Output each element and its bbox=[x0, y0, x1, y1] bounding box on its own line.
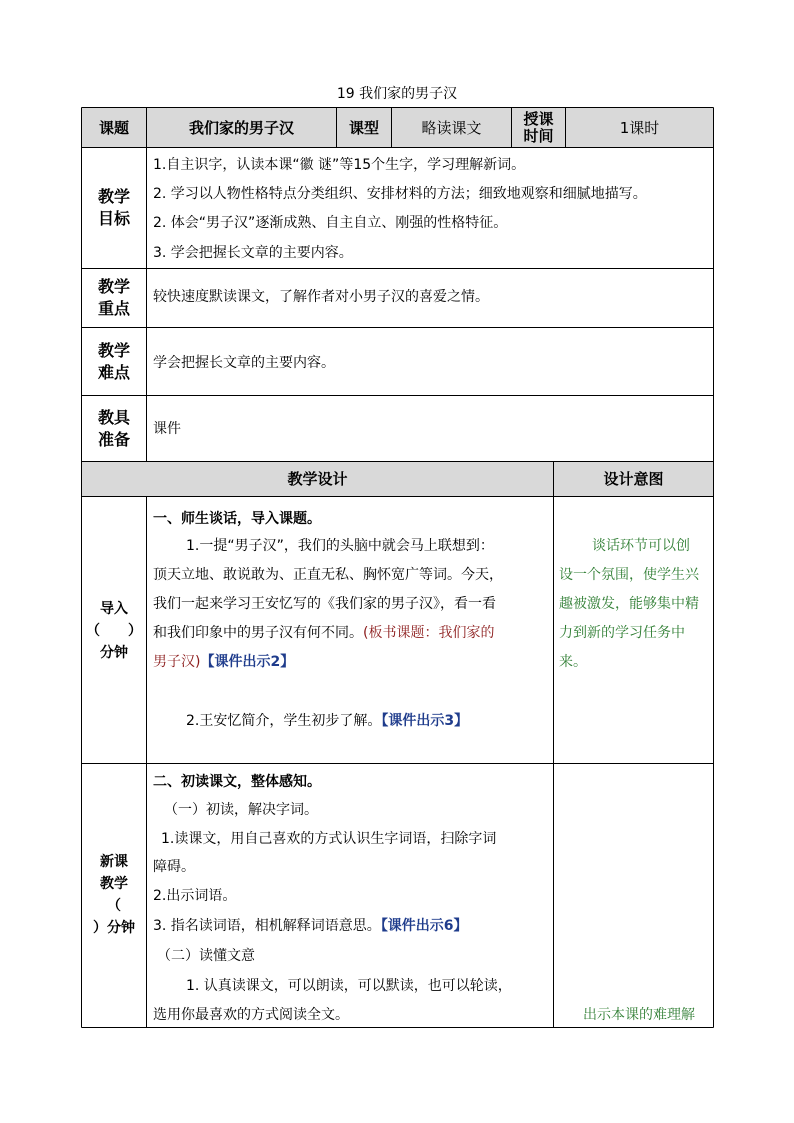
page-title: 19 我们家的男子汉 bbox=[336, 86, 458, 102]
time-value: 1课时 bbox=[619, 118, 660, 137]
intro-label-2: （ ） bbox=[86, 623, 142, 639]
label-type: 课型 bbox=[348, 118, 379, 137]
label-topic: 课题 bbox=[98, 118, 129, 137]
board-note: 男子汉) bbox=[153, 654, 201, 670]
courseware-tag: 【课件出示2】 bbox=[200, 654, 295, 670]
difficulty-text: 学会把握长文章的主要内容。 bbox=[153, 355, 335, 371]
label-difficulty: 教学难点 bbox=[97, 340, 130, 382]
goal-line: 1.自主识字，认读本课“徽 谜”等15个生字，学习理解新词。 bbox=[153, 157, 526, 173]
goal-line: 3. 学会把握长文章的主要内容。 bbox=[153, 245, 353, 261]
new-text: 障碍。 bbox=[153, 859, 195, 875]
new-text: 1. 认真读课文，可以朗读，可以默读，也可以轮读， bbox=[186, 978, 512, 994]
new-text: 3. 指名读词语，相机解释词语意思。【课件出示6】 bbox=[153, 918, 468, 934]
new-heading: 二、初读课文，整体感知。 bbox=[153, 774, 321, 790]
new-label-3: （ bbox=[107, 898, 121, 914]
label-time: 授课时间 bbox=[523, 109, 554, 145]
design-header-right: 设计意图 bbox=[603, 470, 664, 488]
courseware-tag: 【课件出示6】 bbox=[380, 918, 468, 934]
intro-intent: 力到新的学习任务中 bbox=[559, 625, 685, 641]
intro-text: 和我们印象中的男子汉有何不同。(板书课题：我们家的 bbox=[153, 625, 495, 641]
key-text: 较快速度默读课文，了解作者对小男子汉的喜爱之情。 bbox=[153, 289, 489, 305]
intro-text: 我们一起来学习王安忆写的《我们家的男子汉》，看一看 bbox=[153, 596, 496, 612]
intro-text: 1.一提“男子汉”，我们的头脑中就会马上联想到： bbox=[186, 538, 494, 554]
new-label-4: ）分钟 bbox=[93, 920, 135, 936]
type-value: 略读课文 bbox=[421, 118, 482, 137]
new-text: （二）读懂文意 bbox=[157, 948, 255, 964]
intro-intent: 趣被激发，能够集中精 bbox=[559, 596, 699, 612]
new-text: （一）初读，解决字词。 bbox=[164, 802, 318, 818]
intro-heading: 一、师生谈话，导入课题。 bbox=[153, 511, 321, 527]
intro-intent: 来。 bbox=[559, 654, 587, 670]
new-text: 选用你最喜欢的方式阅读全文。 bbox=[153, 1007, 349, 1023]
design-header-left: 教学设计 bbox=[287, 470, 348, 488]
intro-text: 顶天立地、敢说敢为、正直无私、胸怀宽广等词。今天， bbox=[153, 567, 503, 583]
new-intent: 出示本课的难理解 bbox=[583, 1007, 695, 1023]
new-label-1: 新课 bbox=[100, 854, 128, 870]
goal-line: 2. 体会“男子汉”逐渐成熟、自主自立、刚强的性格特征。 bbox=[153, 215, 508, 231]
intro-intent: 谈话环节可以创 bbox=[592, 538, 690, 554]
new-text: 2.出示词语。 bbox=[153, 888, 237, 904]
courseware-tag: 【课件出示3】 bbox=[381, 713, 469, 729]
intro-text bbox=[153, 652, 294, 672]
intro-label-1: 导入 bbox=[100, 601, 128, 617]
tools-text: 课件 bbox=[153, 421, 181, 437]
label-key: 教学重点 bbox=[97, 277, 130, 318]
new-label-2: 教学 bbox=[100, 876, 128, 892]
intro-label-3: 分钟 bbox=[100, 645, 128, 661]
label-goals: 教学目标 bbox=[97, 187, 130, 228]
goal-line: 2. 学习以人物性格特点分类组织、安排材料的方法；细致地观察和细腻地描写。 bbox=[153, 186, 647, 202]
topic-value: 我们家的男子汉 bbox=[188, 118, 294, 137]
board-note: (板书课题：我们家的 bbox=[363, 625, 495, 641]
intro-text: 2.王安忆简介，学生初步了解。【课件出示3】 bbox=[186, 713, 469, 729]
intro-intent: 设一个氛围，使学生兴 bbox=[559, 567, 699, 583]
new-text: 1.读课文，用自己喜欢的方式认识生字词语，扫除字词 bbox=[161, 831, 497, 847]
label-tools: 教具准备 bbox=[97, 407, 130, 449]
